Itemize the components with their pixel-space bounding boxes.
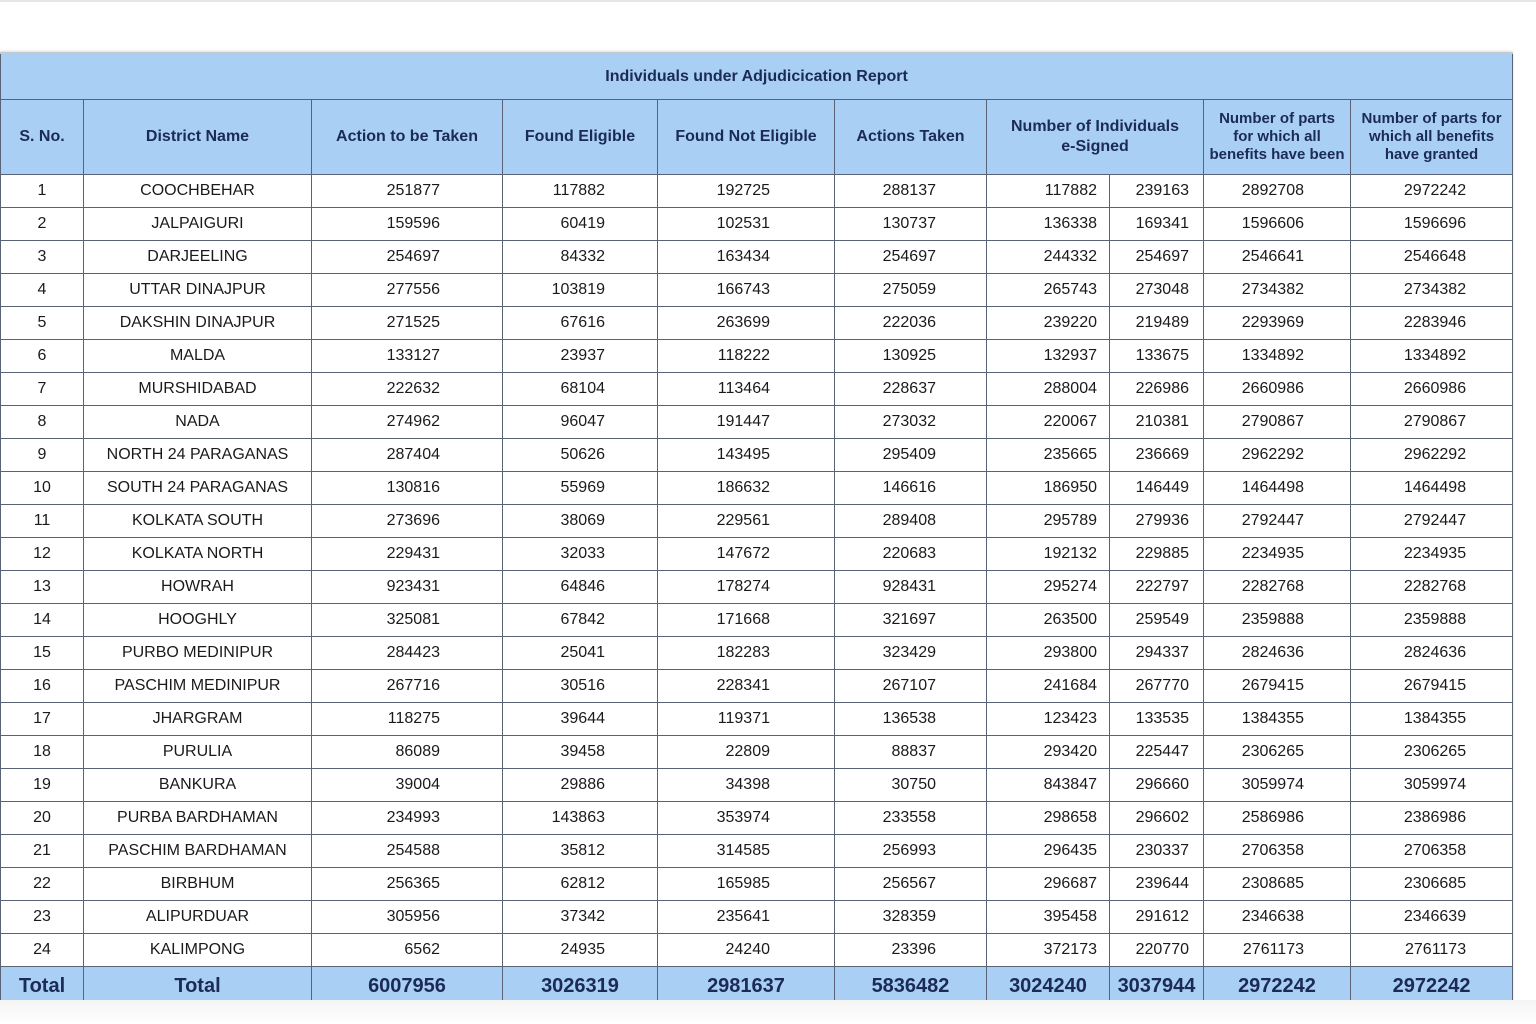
cell-found-eligible: 39644 xyxy=(503,703,658,736)
cell-parts-been: 2706358 xyxy=(1204,835,1351,868)
cell-sno: 20 xyxy=(1,802,84,835)
cell-action-to-be-taken: 251877 xyxy=(312,175,503,208)
cell-found-eligible: 84332 xyxy=(503,241,658,274)
cell-found-not-eligible: 191447 xyxy=(658,406,835,439)
cell-found-eligible: 55969 xyxy=(503,472,658,505)
cell-esigned-2: 279936 xyxy=(1110,505,1204,538)
cell-found-not-eligible: 119371 xyxy=(658,703,835,736)
cell-parts-granted: 2282768 xyxy=(1351,571,1513,604)
table-row xyxy=(1,670,1513,703)
header-parts-benefits-been: Number of parts for which all benefits have been xyxy=(1204,100,1351,175)
cell-district-name: DARJEELING xyxy=(84,241,312,274)
cell-esigned-1: 288004 xyxy=(987,373,1110,406)
cell-esigned-1: 372173 xyxy=(987,934,1110,967)
cell-action-to-be-taken: 256365 xyxy=(312,868,503,901)
cell-sno: 5 xyxy=(1,307,84,340)
cell-parts-been: 1596606 xyxy=(1204,208,1351,241)
cell-sno: 7 xyxy=(1,373,84,406)
cell-found-not-eligible: 186632 xyxy=(658,472,835,505)
cell-found-not-eligible: 228341 xyxy=(658,670,835,703)
cell-sno: 13 xyxy=(1,571,84,604)
cell-found-not-eligible: 34398 xyxy=(658,769,835,802)
cell-found-eligible: 23937 xyxy=(503,340,658,373)
cell-parts-been: 2792447 xyxy=(1204,505,1351,538)
cell-esigned-1: 192132 xyxy=(987,538,1110,571)
total-parts-granted: 2972242 xyxy=(1351,967,1513,1006)
cell-parts-granted: 2346639 xyxy=(1351,901,1513,934)
cell-action-to-be-taken: 222632 xyxy=(312,373,503,406)
cell-parts-granted: 2679415 xyxy=(1351,670,1513,703)
cell-actions-taken: 273032 xyxy=(835,406,987,439)
header-individuals-esigned: Number of Individuals e-Signed xyxy=(987,100,1204,175)
cell-found-eligible: 64846 xyxy=(503,571,658,604)
cell-esigned-2: 294337 xyxy=(1110,637,1204,670)
cell-sno: 15 xyxy=(1,637,84,670)
cell-district-name: MALDA xyxy=(84,340,312,373)
table-row xyxy=(1,439,1513,472)
cell-found-eligible: 35812 xyxy=(503,835,658,868)
cell-action-to-be-taken: 305956 xyxy=(312,901,503,934)
cell-found-not-eligible: 113464 xyxy=(658,373,835,406)
cell-esigned-1: 241684 xyxy=(987,670,1110,703)
cell-sno: 9 xyxy=(1,439,84,472)
cell-actions-taken: 328359 xyxy=(835,901,987,934)
cell-found-not-eligible: 235641 xyxy=(658,901,835,934)
cell-esigned-1: 220067 xyxy=(987,406,1110,439)
cell-found-not-eligible: 147672 xyxy=(658,538,835,571)
cell-esigned-1: 239220 xyxy=(987,307,1110,340)
cell-parts-been: 2293969 xyxy=(1204,307,1351,340)
cell-district-name: SOUTH 24 PARAGANAS xyxy=(84,472,312,505)
cell-parts-granted: 2824636 xyxy=(1351,637,1513,670)
table-row xyxy=(1,538,1513,571)
cell-esigned-2: 222797 xyxy=(1110,571,1204,604)
cell-found-eligible: 39458 xyxy=(503,736,658,769)
cell-sno: 4 xyxy=(1,274,84,307)
cell-found-not-eligible: 102531 xyxy=(658,208,835,241)
cell-parts-been: 2892708 xyxy=(1204,175,1351,208)
cell-sno: 2 xyxy=(1,208,84,241)
cell-found-not-eligible: 166743 xyxy=(658,274,835,307)
cell-sno: 6 xyxy=(1,340,84,373)
cell-esigned-2: 133535 xyxy=(1110,703,1204,736)
header-sno: S. No. xyxy=(1,100,84,175)
cell-esigned-2: 169341 xyxy=(1110,208,1204,241)
cell-esigned-1: 296687 xyxy=(987,868,1110,901)
cell-district-name: JALPAIGURI xyxy=(84,208,312,241)
cell-action-to-be-taken: 287404 xyxy=(312,439,503,472)
cell-action-to-be-taken: 284423 xyxy=(312,637,503,670)
cell-parts-granted: 2734382 xyxy=(1351,274,1513,307)
total-action: 6007956 xyxy=(312,967,503,1006)
cell-parts-granted: 2761173 xyxy=(1351,934,1513,967)
cell-esigned-2: 296660 xyxy=(1110,769,1204,802)
cell-parts-been: 2660986 xyxy=(1204,373,1351,406)
cell-sno: 23 xyxy=(1,901,84,934)
table-row xyxy=(1,901,1513,934)
cell-sno: 8 xyxy=(1,406,84,439)
cell-district-name: COOCHBEHAR xyxy=(84,175,312,208)
cell-parts-granted: 2790867 xyxy=(1351,406,1513,439)
cell-parts-been: 1384355 xyxy=(1204,703,1351,736)
cell-parts-been: 2761173 xyxy=(1204,934,1351,967)
total-parts-been: 2972242 xyxy=(1204,967,1351,1006)
cell-found-eligible: 60419 xyxy=(503,208,658,241)
cell-actions-taken: 30750 xyxy=(835,769,987,802)
total-found-not-eligible: 2981637 xyxy=(658,967,835,1006)
cell-esigned-1: 298658 xyxy=(987,802,1110,835)
table-row xyxy=(1,868,1513,901)
cell-esigned-2: 259549 xyxy=(1110,604,1204,637)
cell-found-not-eligible: 118222 xyxy=(658,340,835,373)
cell-sno: 24 xyxy=(1,934,84,967)
cell-found-not-eligible: 182283 xyxy=(658,637,835,670)
cell-found-eligible: 96047 xyxy=(503,406,658,439)
cell-parts-granted: 2283946 xyxy=(1351,307,1513,340)
top-border xyxy=(0,0,1536,2)
header-parts-benefits-granted: Number of parts for which all benefits have granted xyxy=(1351,100,1513,175)
cell-sno: 16 xyxy=(1,670,84,703)
cell-esigned-1: 244332 xyxy=(987,241,1110,274)
cell-actions-taken: 323429 xyxy=(835,637,987,670)
table-row xyxy=(1,769,1513,802)
cell-parts-granted: 2706358 xyxy=(1351,835,1513,868)
table-row xyxy=(1,571,1513,604)
table-row xyxy=(1,472,1513,505)
cell-esigned-1: 265743 xyxy=(987,274,1110,307)
cell-district-name: PURULIA xyxy=(84,736,312,769)
cell-actions-taken: 254697 xyxy=(835,241,987,274)
cell-parts-been: 2306265 xyxy=(1204,736,1351,769)
cell-district-name: HOOGHLY xyxy=(84,604,312,637)
cell-found-not-eligible: 229561 xyxy=(658,505,835,538)
cell-esigned-1: 235665 xyxy=(987,439,1110,472)
cell-district-name: NADA xyxy=(84,406,312,439)
cell-parts-been: 2308685 xyxy=(1204,868,1351,901)
cell-actions-taken: 288137 xyxy=(835,175,987,208)
cell-found-not-eligible: 314585 xyxy=(658,835,835,868)
table-row xyxy=(1,703,1513,736)
cell-parts-been: 2359888 xyxy=(1204,604,1351,637)
cell-parts-granted: 1334892 xyxy=(1351,340,1513,373)
header-found-eligible: Found Eligible xyxy=(503,100,658,175)
cell-action-to-be-taken: 271525 xyxy=(312,307,503,340)
cell-esigned-2: 226986 xyxy=(1110,373,1204,406)
cell-found-eligible: 143863 xyxy=(503,802,658,835)
report-title: Individuals under Adjudicication Report xyxy=(1,53,1513,100)
total-found-eligible: 3026319 xyxy=(503,967,658,1006)
cell-parts-been: 2546641 xyxy=(1204,241,1351,274)
cell-esigned-2: 210381 xyxy=(1110,406,1204,439)
cell-esigned-2: 273048 xyxy=(1110,274,1204,307)
header-action-to-be-taken: Action to be Taken xyxy=(312,100,503,175)
cell-district-name: DAKSHIN DINAJPUR xyxy=(84,307,312,340)
cell-action-to-be-taken: 133127 xyxy=(312,340,503,373)
cell-parts-been: 2962292 xyxy=(1204,439,1351,472)
cell-sno: 17 xyxy=(1,703,84,736)
cell-parts-granted: 2359888 xyxy=(1351,604,1513,637)
cell-found-eligible: 117882 xyxy=(503,175,658,208)
header-district-name: District Name xyxy=(84,100,312,175)
cell-esigned-1: 123423 xyxy=(987,703,1110,736)
cell-parts-granted: 3059974 xyxy=(1351,769,1513,802)
cell-parts-granted: 2962292 xyxy=(1351,439,1513,472)
cell-found-not-eligible: 165985 xyxy=(658,868,835,901)
cell-found-eligible: 67616 xyxy=(503,307,658,340)
cell-actions-taken: 928431 xyxy=(835,571,987,604)
cell-parts-granted: 1464498 xyxy=(1351,472,1513,505)
cell-found-eligible: 67842 xyxy=(503,604,658,637)
cell-esigned-2: 254697 xyxy=(1110,241,1204,274)
cell-esigned-2: 220770 xyxy=(1110,934,1204,967)
cell-esigned-1: 136338 xyxy=(987,208,1110,241)
cell-parts-been: 2679415 xyxy=(1204,670,1351,703)
cell-action-to-be-taken: 130816 xyxy=(312,472,503,505)
total-esigned-2: 3037944 xyxy=(1110,967,1204,1006)
cell-parts-granted: 1596696 xyxy=(1351,208,1513,241)
cell-found-eligible: 38069 xyxy=(503,505,658,538)
cell-district-name: KOLKATA SOUTH xyxy=(84,505,312,538)
cell-esigned-2: 236669 xyxy=(1110,439,1204,472)
cell-district-name: KOLKATA NORTH xyxy=(84,538,312,571)
cell-found-eligible: 30516 xyxy=(503,670,658,703)
cell-actions-taken: 136538 xyxy=(835,703,987,736)
header-found-not-eligible: Found Not Eligible xyxy=(658,100,835,175)
table-row xyxy=(1,934,1513,967)
cell-found-eligible: 103819 xyxy=(503,274,658,307)
cell-found-not-eligible: 353974 xyxy=(658,802,835,835)
cell-action-to-be-taken: 6562 xyxy=(312,934,503,967)
cell-sno: 3 xyxy=(1,241,84,274)
cell-parts-been: 2734382 xyxy=(1204,274,1351,307)
table-row xyxy=(1,274,1513,307)
cell-esigned-2: 146449 xyxy=(1110,472,1204,505)
cell-sno: 18 xyxy=(1,736,84,769)
cell-actions-taken: 130925 xyxy=(835,340,987,373)
cell-actions-taken: 88837 xyxy=(835,736,987,769)
cell-parts-granted: 2306265 xyxy=(1351,736,1513,769)
cell-sno: 11 xyxy=(1,505,84,538)
cell-action-to-be-taken: 229431 xyxy=(312,538,503,571)
report-body xyxy=(1,175,1513,967)
cell-district-name: BIRBHUM xyxy=(84,868,312,901)
cell-found-not-eligible: 171668 xyxy=(658,604,835,637)
cell-actions-taken: 295409 xyxy=(835,439,987,472)
cell-district-name: PASCHIM MEDINIPUR xyxy=(84,670,312,703)
cell-esigned-2: 267770 xyxy=(1110,670,1204,703)
cell-found-eligible: 24935 xyxy=(503,934,658,967)
cell-action-to-be-taken: 86089 xyxy=(312,736,503,769)
cell-esigned-1: 132937 xyxy=(987,340,1110,373)
cell-parts-granted: 2234935 xyxy=(1351,538,1513,571)
cell-sno: 19 xyxy=(1,769,84,802)
cell-parts-granted: 2306685 xyxy=(1351,868,1513,901)
cell-district-name: HOWRAH xyxy=(84,571,312,604)
cell-esigned-1: 843847 xyxy=(987,769,1110,802)
cell-esigned-1: 395458 xyxy=(987,901,1110,934)
bottom-border xyxy=(0,1000,1536,1024)
cell-found-eligible: 62812 xyxy=(503,868,658,901)
cell-esigned-2: 239644 xyxy=(1110,868,1204,901)
cell-action-to-be-taken: 274962 xyxy=(312,406,503,439)
cell-found-eligible: 29886 xyxy=(503,769,658,802)
cell-district-name: JHARGRAM xyxy=(84,703,312,736)
cell-district-name: BANKURA xyxy=(84,769,312,802)
cell-actions-taken: 256567 xyxy=(835,868,987,901)
cell-sno: 22 xyxy=(1,868,84,901)
cell-action-to-be-taken: 277556 xyxy=(312,274,503,307)
cell-sno: 12 xyxy=(1,538,84,571)
cell-sno: 14 xyxy=(1,604,84,637)
cell-actions-taken: 321697 xyxy=(835,604,987,637)
table-row xyxy=(1,802,1513,835)
cell-district-name: KALIMPONG xyxy=(84,934,312,967)
cell-parts-been: 2790867 xyxy=(1204,406,1351,439)
cell-found-eligible: 32033 xyxy=(503,538,658,571)
cell-esigned-1: 186950 xyxy=(987,472,1110,505)
cell-found-not-eligible: 178274 xyxy=(658,571,835,604)
total-district: Total xyxy=(84,967,312,1006)
cell-parts-been: 2824636 xyxy=(1204,637,1351,670)
cell-district-name: UTTAR DINAJPUR xyxy=(84,274,312,307)
cell-found-not-eligible: 143495 xyxy=(658,439,835,472)
cell-esigned-1: 293420 xyxy=(987,736,1110,769)
cell-esigned-1: 117882 xyxy=(987,175,1110,208)
cell-action-to-be-taken: 923431 xyxy=(312,571,503,604)
cell-actions-taken: 220683 xyxy=(835,538,987,571)
cell-actions-taken: 222036 xyxy=(835,307,987,340)
cell-parts-granted: 2792447 xyxy=(1351,505,1513,538)
cell-district-name: PURBA BARDHAMAN xyxy=(84,802,312,835)
cell-actions-taken: 275059 xyxy=(835,274,987,307)
cell-district-name: MURSHIDABAD xyxy=(84,373,312,406)
total-esigned-1: 3024240 xyxy=(987,967,1110,1006)
cell-esigned-2: 296602 xyxy=(1110,802,1204,835)
cell-district-name: NORTH 24 PARAGANAS xyxy=(84,439,312,472)
cell-actions-taken: 256993 xyxy=(835,835,987,868)
cell-parts-granted: 1384355 xyxy=(1351,703,1513,736)
cell-esigned-1: 293800 xyxy=(987,637,1110,670)
cell-found-eligible: 50626 xyxy=(503,439,658,472)
cell-sno: 1 xyxy=(1,175,84,208)
cell-parts-been: 2586986 xyxy=(1204,802,1351,835)
cell-district-name: PASCHIM BARDHAMAN xyxy=(84,835,312,868)
total-actions-taken: 5836482 xyxy=(835,967,987,1006)
cell-actions-taken: 228637 xyxy=(835,373,987,406)
cell-esigned-1: 263500 xyxy=(987,604,1110,637)
cell-action-to-be-taken: 267716 xyxy=(312,670,503,703)
cell-esigned-1: 296435 xyxy=(987,835,1110,868)
total-sno: Total xyxy=(1,967,84,1006)
header-actions-taken: Actions Taken xyxy=(835,100,987,175)
cell-action-to-be-taken: 39004 xyxy=(312,769,503,802)
cell-parts-been: 2282768 xyxy=(1204,571,1351,604)
table-row xyxy=(1,340,1513,373)
cell-action-to-be-taken: 118275 xyxy=(312,703,503,736)
cell-district-name: PURBO MEDINIPUR xyxy=(84,637,312,670)
cell-actions-taken: 146616 xyxy=(835,472,987,505)
cell-parts-been: 2234935 xyxy=(1204,538,1351,571)
table-row xyxy=(1,835,1513,868)
cell-actions-taken: 23396 xyxy=(835,934,987,967)
cell-esigned-2: 133675 xyxy=(1110,340,1204,373)
cell-found-not-eligible: 263699 xyxy=(658,307,835,340)
cell-parts-been: 1334892 xyxy=(1204,340,1351,373)
table-row xyxy=(1,637,1513,670)
table-row xyxy=(1,406,1513,439)
cell-esigned-2: 291612 xyxy=(1110,901,1204,934)
table-row xyxy=(1,175,1513,208)
cell-district-name: ALIPURDUAR xyxy=(84,901,312,934)
cell-found-not-eligible: 24240 xyxy=(658,934,835,967)
cell-found-eligible: 25041 xyxy=(503,637,658,670)
cell-found-not-eligible: 192725 xyxy=(658,175,835,208)
cell-esigned-1: 295274 xyxy=(987,571,1110,604)
cell-esigned-2: 239163 xyxy=(1110,175,1204,208)
table-row xyxy=(1,736,1513,769)
cell-parts-been: 2346638 xyxy=(1204,901,1351,934)
cell-parts-granted: 2972242 xyxy=(1351,175,1513,208)
cell-sno: 10 xyxy=(1,472,84,505)
table-row xyxy=(1,208,1513,241)
cell-found-not-eligible: 22809 xyxy=(658,736,835,769)
cell-esigned-2: 229885 xyxy=(1110,538,1204,571)
cell-actions-taken: 289408 xyxy=(835,505,987,538)
table-row xyxy=(1,241,1513,274)
cell-parts-granted: 2546648 xyxy=(1351,241,1513,274)
cell-action-to-be-taken: 254588 xyxy=(312,835,503,868)
cell-action-to-be-taken: 234993 xyxy=(312,802,503,835)
cell-parts-been: 3059974 xyxy=(1204,769,1351,802)
cell-esigned-2: 225447 xyxy=(1110,736,1204,769)
cell-actions-taken: 267107 xyxy=(835,670,987,703)
report-table-container xyxy=(0,52,1512,1006)
cell-actions-taken: 233558 xyxy=(835,802,987,835)
cell-action-to-be-taken: 273696 xyxy=(312,505,503,538)
cell-esigned-2: 219489 xyxy=(1110,307,1204,340)
adjudication-report-table xyxy=(0,52,1513,1006)
cell-parts-granted: 2660986 xyxy=(1351,373,1513,406)
cell-found-eligible: 37342 xyxy=(503,901,658,934)
cell-esigned-1: 295789 xyxy=(987,505,1110,538)
cell-parts-granted: 2386986 xyxy=(1351,802,1513,835)
cell-sno: 21 xyxy=(1,835,84,868)
cell-action-to-be-taken: 325081 xyxy=(312,604,503,637)
cell-parts-been: 1464498 xyxy=(1204,472,1351,505)
table-row xyxy=(1,604,1513,637)
table-row xyxy=(1,505,1513,538)
cell-action-to-be-taken: 254697 xyxy=(312,241,503,274)
cell-actions-taken: 130737 xyxy=(835,208,987,241)
cell-found-not-eligible: 163434 xyxy=(658,241,835,274)
table-row xyxy=(1,307,1513,340)
table-row xyxy=(1,373,1513,406)
cell-esigned-2: 230337 xyxy=(1110,835,1204,868)
cell-found-eligible: 68104 xyxy=(503,373,658,406)
cell-action-to-be-taken: 159596 xyxy=(312,208,503,241)
